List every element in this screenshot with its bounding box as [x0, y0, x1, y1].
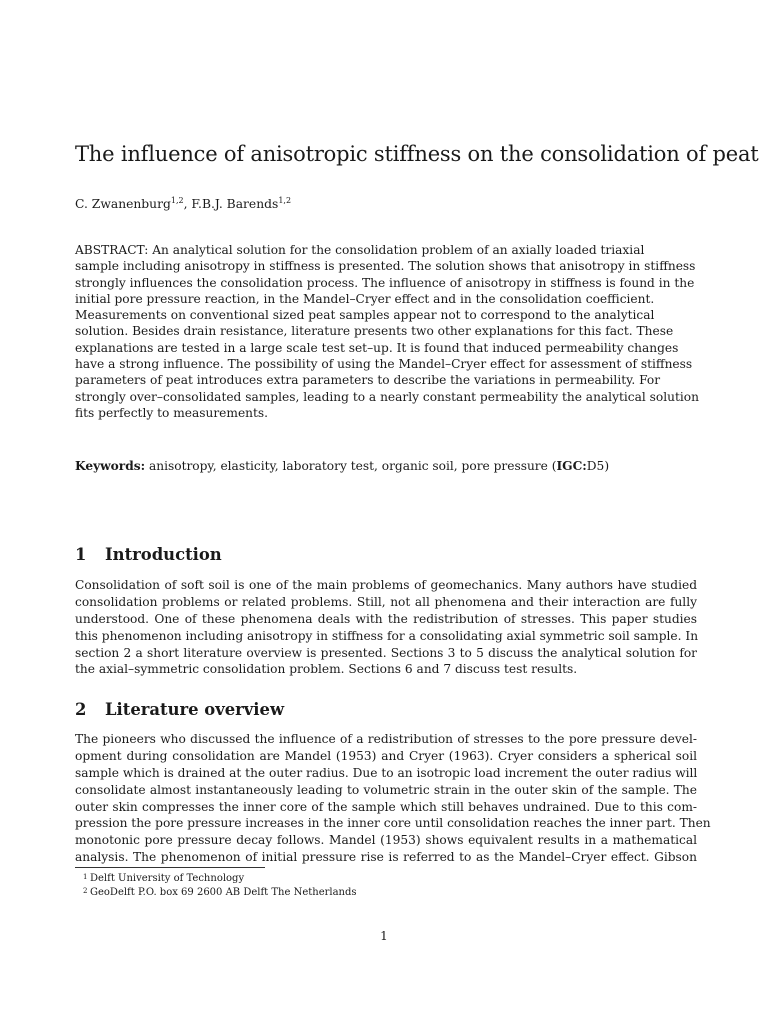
abstract-line: parameters of peat introduces extra parameters to describe the variations in permeability. For: [75, 373, 661, 388]
paragraph-line: consolidate almost instantaneously leading to volumetric strain in the outer skin of the sample. The: [75, 782, 697, 797]
igc-code: D5: [586, 459, 605, 473]
section-number: 2: [75, 700, 87, 719]
section-heading-introduction: [75, 545, 222, 565]
footnote-mark: 2: [83, 887, 88, 895]
page-number: 1: [380, 929, 388, 943]
section-title: Introduction: [105, 545, 222, 564]
abstract-line: explanations are tested in a large scale test set–up. It is found that induced permeability changes: [75, 340, 679, 355]
footnote-text: GeoDelft P.O. box 69 2600 AB Delft The Netherlands: [90, 887, 357, 898]
paragraph-line: the axial–symmetric consolidation problem. Sections 6 and 7 discuss test results.: [75, 662, 578, 677]
abstract-line: ABSTRACT: An analytical solution for the consolidation problem of an axially loaded triaxial: [75, 243, 645, 257]
paragraph-line: consolidation problems or related problems. Still, not all phenomena and their interaction are fully: [75, 594, 697, 609]
author-affiliation: 1,2: [278, 196, 292, 205]
paragraph-line: analysis. The phenomenon of initial pressure rise is referred to as the Mandel–Cryer effect. Gibson: [75, 850, 697, 865]
abstract-line: fits perfectly to measurements.: [75, 405, 269, 420]
paragraph-line: section 2 a short literature overview is presented. Sections 3 to 5 discuss the analytical solution for: [75, 645, 697, 660]
paragraph-line: sample which is drained at the outer radius. Due to an isotropic load increment the outer radius will: [75, 765, 698, 780]
abstract: [75, 242, 697, 421]
keywords-text: anisotropy, elasticity, laboratory test, organic soil, pore pressure (: [145, 459, 557, 473]
paragraph-line: The pioneers who discussed the influence of a redistribution of stresses to the pore pressure devel-: [75, 732, 697, 746]
footnote-2: [83, 886, 357, 899]
paragraph-line: Consolidation of soft soil is one of the main problems of geomechanics. Many authors have studied: [75, 578, 697, 592]
section-title: Literature overview: [105, 700, 285, 719]
paragraph-line: outer skin compresses the inner core of the sample which still behaves undrained. Due to this com-: [75, 799, 697, 814]
keywords: [75, 458, 609, 474]
paper-title: The influence of anisotropic stiffness on the consolidation of peat: [75, 142, 759, 166]
author-name: F.B.J. Barends: [191, 197, 279, 211]
section-number: 1: [75, 545, 87, 564]
literature-paragraph: [75, 731, 711, 866]
abstract-line: strongly influences the consolidation process. The influence of anisotropy in stiffness is found in the: [75, 275, 695, 290]
paragraph-line: understood. One of these phenomena deals with the redistribution of stresses. This paper studies: [75, 611, 697, 626]
introduction-paragraph: [75, 577, 697, 678]
abstract-line: sample including anisotropy in stiffness is presented. The solution shows that anisotropy in stiffness: [75, 259, 696, 274]
paragraph-line: this phenomenon including anisotropy in stiffness for a consolidating axial symmetric soil sample. In: [75, 628, 699, 643]
abstract-line: initial pore pressure reaction, in the Mandel–Cryer effect and in the consolidation coefficient.: [75, 291, 655, 306]
paragraph-line: opment during consolidation are Mandel (1953) and Cryer (1963). Cryer considers a spherical soil: [75, 748, 697, 763]
abstract-line: solution. Besides drain resistance, literature presents two other explanations for this fact. These: [75, 324, 674, 339]
abstract-line: strongly over–consolidated samples, leading to a nearly constant permeability the analytical solution: [75, 389, 699, 404]
abstract-line: Measurements on conventional sized peat samples appear not to correspond to the analytical: [75, 308, 655, 323]
author-name: C. Zwanenburg: [75, 197, 171, 211]
keywords-label: Keywords:: [75, 459, 146, 473]
author-line: [75, 196, 291, 213]
igc-label: IGC:: [556, 459, 587, 473]
footnote-rule: [75, 867, 265, 868]
keywords-close: ): [604, 459, 610, 473]
abstract-line: have a strong influence. The possibility of using the Mandel–Cryer effect for assessment of stiffness: [75, 357, 693, 372]
paragraph-line: pression the pore pressure increases in the inner core until consolidation reaches the inner part. Then: [75, 816, 711, 831]
footnote-text: Delft University of Technology: [90, 873, 245, 884]
paragraph-line: monotonic pore pressure decay follows. Mandel (1953) shows equivalent results in a mathematical: [75, 833, 697, 848]
section-heading-literature-overview: [75, 700, 284, 720]
author-separator: ,: [183, 197, 192, 211]
footnote-mark: 1: [83, 873, 88, 881]
author-affiliation: 1,2: [170, 196, 184, 205]
footnote-1: [83, 872, 245, 885]
